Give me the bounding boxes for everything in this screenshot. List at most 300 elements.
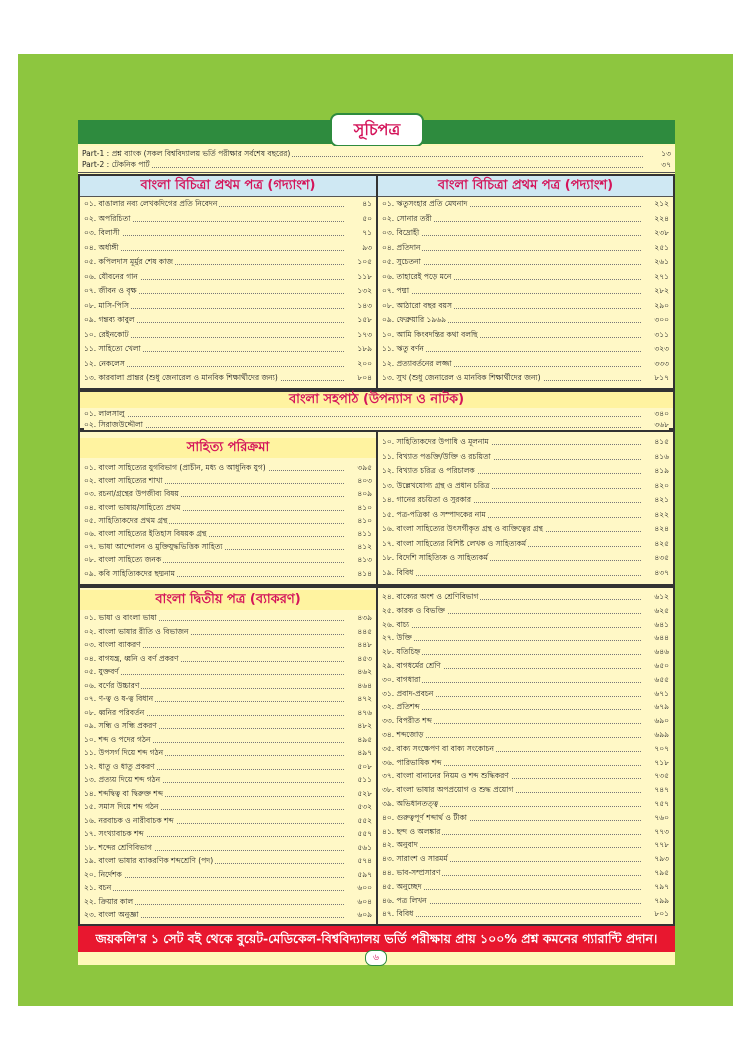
list-item-label: ০১. লালসালু — [84, 409, 125, 418]
list-item-page: ৪১ — [346, 198, 372, 209]
section-header: সাহিত্য পরিক্রমা — [80, 438, 376, 458]
list-item — [382, 619, 669, 630]
list-item-page: ৭৯৫ — [643, 867, 669, 878]
list-item — [382, 770, 669, 781]
list-item — [382, 646, 669, 657]
list-item-label: ১৩. কারবালা প্রান্তর (শুধু জেনারেল ও মানবিক শিক্ষার্থীদের জন্য) — [84, 373, 278, 382]
list-item-label: ১৬. বাংলা সাহিত্যের উৎসর্গীকৃত গ্রন্থ ও ব্যক্তিত্বের গ্রন্থ — [382, 524, 543, 533]
list-item-page: ২৭১ — [643, 271, 669, 282]
list-item-label: ২৭. উক্তি — [382, 633, 412, 643]
list-item-label: ৩৯. অভিধানতত্ত্ব — [382, 799, 439, 808]
list-item — [84, 896, 372, 907]
list-item — [382, 300, 669, 311]
list-item-label: ০৫. সুচেতনা — [382, 257, 421, 266]
list-item — [84, 227, 372, 238]
list-item-page: ৬৯০ — [643, 715, 669, 726]
list-item-label: ০৭. জীবন ও বৃক্ষ — [84, 286, 137, 295]
list-item — [84, 358, 372, 369]
list-item-label: ০৪. বাগযন্ত্র, ধ্বনি ও বর্ণ প্রকরণ — [84, 653, 179, 663]
list-item-page: ৭১ — [346, 227, 372, 238]
list-item — [382, 480, 669, 491]
list-item — [84, 213, 372, 224]
list-item — [382, 784, 669, 795]
list-item — [382, 729, 669, 740]
list-item — [382, 198, 669, 209]
page-number: ৬ — [365, 950, 387, 966]
list-item-label: ১১. সাহিত্যে খেলা — [84, 344, 141, 353]
list-item — [382, 881, 669, 892]
list-item-page: ৬২৫ — [643, 605, 669, 616]
list-item-label: ০৬. বর্ণের উচ্চারণ — [84, 680, 140, 690]
list-item-page: ৮০১ — [643, 908, 669, 919]
list-item — [84, 788, 372, 799]
list-item — [382, 523, 669, 534]
list-item-page: ৪১০ — [346, 502, 372, 513]
list-item-page: ৪৬২ — [346, 666, 372, 677]
list-item-page: ৪১৪ — [346, 568, 372, 579]
list-item — [84, 882, 372, 893]
list-item-label: ০৯. সন্ধি ও সন্ধি প্রকরণ — [84, 721, 157, 730]
list-item-page: ৩২৩ — [643, 343, 669, 354]
list-item-label: ০৫. কপিলদাস মূর্মুর শেষ কাজ — [84, 257, 174, 266]
list-item — [84, 815, 372, 826]
list-item — [84, 198, 372, 209]
list-item-page: ৪৩৭ — [643, 567, 669, 578]
list-item-label: ১৪. গানের রচয়িতা ও সুরকার — [382, 495, 472, 504]
list-item-label: ০৪. অর্ধাঙ্গী — [84, 242, 119, 252]
list-item — [84, 329, 372, 340]
section-right-column — [378, 588, 673, 924]
list-item-label: ০১. ভাষা ও বাংলা ভাষা — [84, 613, 157, 622]
list-item-page: ৪০৩ — [346, 475, 372, 486]
list-item — [84, 626, 372, 637]
list-item-label: ০৩. বিলাসী — [84, 228, 120, 237]
list-item — [84, 372, 372, 383]
list-item-page: ৬৪১ — [643, 619, 669, 630]
list-item-page: ৭১৮ — [643, 757, 669, 768]
list-item-page: ৬৫৫ — [643, 674, 669, 685]
list-item-label: ১৬. নরবাচক ও নারীবাচক শব্দ — [84, 815, 174, 825]
list-item-label: ০৬. বাংলা সাহিত্যের ইতিহাস বিষয়ক গ্রন্থ — [84, 529, 207, 538]
list-item — [382, 895, 669, 906]
list-item-page: ১০৫ — [346, 256, 372, 267]
list-item-label: ১০. রেইনকোট — [84, 329, 129, 339]
list-item-page: ৪৯৭ — [346, 747, 372, 758]
list-item — [382, 826, 669, 837]
list-item-page: ১১৮ — [346, 271, 372, 282]
list-item-label: ১১. ঋতু বর্ণন — [382, 344, 424, 353]
list-item-page: ১৭৩ — [346, 329, 372, 340]
list-item-label: ১২. নেকলেস — [84, 358, 125, 368]
list-item — [382, 329, 669, 340]
list-item-label: ২০. নির্দেশক — [84, 869, 122, 879]
list-item-label: ৩২. প্রতিশব্দ — [382, 702, 420, 712]
list-item — [84, 842, 372, 853]
list-item-label: ০১. ঋতুসংহার প্রতি মেঘনাদ — [382, 199, 468, 208]
list-item — [382, 908, 669, 919]
list-item-page: ৪৫৩ — [346, 653, 372, 664]
list-item-label: ২৩. বাংলা অনুজ্ঞা — [84, 910, 139, 919]
list-item — [84, 720, 372, 731]
list-item-page: ৪৩৯ — [346, 612, 372, 623]
list-item-page: ৬০৯ — [346, 909, 372, 920]
list-item-label: ১৯. বাংলা ভাষার ব্যাকরণিক শব্দশ্রেণি (পদ) — [84, 856, 214, 865]
parts-list — [78, 146, 675, 173]
list-item — [382, 227, 669, 238]
list-item-page: ৫৫২ — [346, 815, 372, 826]
list-item-page: ২৮২ — [643, 285, 669, 296]
list-item-label: ০৮. বাংলা সাহিত্যে জনক — [84, 555, 162, 565]
list-item-page: ৫৭৪ — [346, 855, 372, 866]
list-item-label: ১৩. উল্লেখযোগ্য গ্রন্থ ও প্রধান চরিত্র — [382, 480, 490, 490]
list-item — [382, 839, 669, 850]
list-item — [84, 271, 372, 282]
section-header: বাংলা বিচিত্রা প্রথম পত্র (গদ্যাংশ) — [80, 176, 376, 197]
list-item-page: ৪১২ — [346, 541, 372, 552]
list-item-page: ৫৫৭ — [346, 828, 372, 839]
list-item-page: ৪১৩ — [346, 554, 372, 565]
list-item — [84, 693, 372, 704]
list-item-label: ০২. বাংলা সাহিত্যের শাখা — [84, 476, 163, 486]
list-item-page: ৪৬৪ — [346, 680, 372, 691]
section-byakaran — [78, 586, 675, 926]
list-item-label: ১৩. সুখ (শুধু জেনারেল ও মানবিক শিক্ষার্থীদের জন্য) — [382, 373, 541, 382]
list-item-page: ২১২ — [643, 198, 669, 209]
list-item-page: ৩৯৫ — [346, 462, 372, 473]
list-item — [382, 552, 669, 563]
list-item-page: ৭৫৭ — [643, 798, 669, 809]
list-item-page: ৭৯৯ — [643, 895, 669, 906]
list-item-page: ৪৩৫ — [643, 552, 669, 563]
list-item — [382, 494, 669, 505]
list-item — [84, 515, 372, 526]
list-item-label: ১৮. বিদেশি সাহিত্যিক ও সাহিত্যকর্ম — [382, 553, 488, 562]
list-item — [382, 674, 669, 685]
list-item — [382, 743, 669, 754]
list-item — [382, 436, 669, 447]
list-item-label: ৪২. অনুবাদ — [382, 840, 418, 850]
list-item-page: ২৬১ — [643, 256, 669, 267]
list-item-label: ০৮. আঠারো বছর বয়স — [382, 300, 452, 310]
list-item — [382, 242, 669, 253]
list-item-label: ৩৫. বাক্য সংক্ষেপণ বা বাক্য সংকোচন — [382, 743, 494, 753]
list-item-label: ২৮. যতিচিহ্ন — [382, 647, 421, 657]
list-item-label: ০৮. ধ্বনির পরিবর্তন — [84, 707, 145, 717]
list-item-label: ১৮. শব্দের শ্রেণিবিভাগ — [84, 842, 152, 852]
list-item-page: ১৫৮ — [346, 314, 372, 325]
list-item-page: ৪১০ — [346, 515, 372, 526]
list-item — [382, 509, 669, 520]
list-item-label: ৪৩. সারাংশ ও সারমর্ম — [382, 854, 448, 864]
list-item-page: ৫৯৭ — [346, 869, 372, 880]
section-left-column — [80, 588, 376, 924]
list-item-label: ১৫. সমাস দিয়ে শব্দ গঠন — [84, 802, 159, 811]
list-item-label: ০৪. বাংলা ভাষায়/সাহিত্যে প্রথম — [84, 502, 181, 512]
list-item — [84, 242, 372, 253]
list-item-label: ০২. সিরাজউদ্দৌলা — [84, 420, 143, 429]
list-item-page: ৭৯৭ — [643, 881, 669, 892]
list-item-page: ৪৯৫ — [346, 734, 372, 745]
list-item — [382, 256, 669, 267]
list-item — [84, 314, 372, 325]
list-item-label: ২৬. বাচ্য — [382, 619, 410, 629]
list-item-label: ৪৭. বিবিধ — [382, 909, 414, 919]
list-item-page: ৯৩ — [346, 242, 372, 253]
list-item-label: ১০. সাহিত্যিকদের উপাধি ও মূলনাম — [382, 437, 489, 446]
list-item — [84, 502, 372, 513]
list-item-label: ০৩. বাংলা ব্যাকরণ — [84, 640, 141, 649]
list-item — [84, 554, 372, 565]
list-item-page: ৪০৯ — [346, 488, 372, 499]
section-bichitra-1 — [78, 174, 675, 390]
list-item-page: ৬৪৬ — [643, 646, 669, 657]
list-item-label: ১৭. সংখ্যাবাচক শব্দ — [84, 829, 144, 838]
list-item — [84, 855, 372, 866]
list-item — [84, 869, 372, 880]
list-item-label: ০১. বাংলা সাহিত্যের যুগবিভাগ (প্রাচীন, মধ্য ও আধুনিক যুগ) — [84, 463, 266, 472]
list-item-label: ২৫. কারক ও বিভক্তি — [382, 605, 445, 615]
list-item-label: ০৪. প্রতিদান — [382, 242, 421, 252]
list-item — [382, 343, 669, 354]
section-bichitra-padya — [378, 176, 673, 388]
list-item-page: ৩৩৩ — [643, 358, 669, 369]
section-header: বাংলা দ্বিতীয় পত্র (ব্যাকরণ) — [80, 590, 376, 610]
list-item-page: ৭৩৫ — [643, 770, 669, 781]
list-item-page: ৪২০ — [643, 480, 669, 491]
list-item-label: ০২. সোনার তরী — [382, 213, 432, 223]
list-item-label: ৪১. ছন্দ ও অলঙ্কার — [382, 826, 441, 836]
list-item-page: ৪৭৬ — [346, 707, 372, 718]
list-item-label: ৪৬. পত্র লিখন — [382, 895, 427, 905]
list-item-page: ৮১৭ — [643, 372, 669, 383]
list-item-page: ৪৮২ — [346, 720, 372, 731]
list-item-page: ৬৭৯ — [643, 701, 669, 712]
list-item — [382, 867, 669, 878]
list-item — [382, 213, 669, 224]
list-item-page: ৫০৮ — [346, 761, 372, 772]
list-item-label: ৪০. গুরুত্বপূর্ণ শব্দার্থ ও টীকা — [382, 812, 467, 822]
list-item — [84, 475, 372, 486]
list-item — [84, 612, 372, 623]
list-item — [84, 761, 372, 772]
list-item-label: ১৪. শব্দদ্বিত্ব বা দ্বিরুক্ত শব্দ — [84, 788, 163, 798]
section-header: বাংলা সহপাঠ (উপন্যাস ও নাটক) — [80, 392, 673, 408]
list-item-page: ৬৪৪ — [643, 632, 669, 643]
list-item-label: ০২. বাংলা ভাষার রীতি ও বিভাজন — [84, 626, 189, 636]
list-item — [382, 660, 669, 671]
list-item-label: ১৩. প্রত্যয় দিয়ে শব্দ গঠন — [84, 775, 161, 784]
list-item-label: ৩৭. বাংলা বানানের নিয়ম ও শব্দ শুদ্ধিকরণ — [382, 771, 509, 781]
list-item-page: ৪২২ — [643, 509, 669, 520]
list-item-page: ৪২৪ — [643, 523, 669, 534]
list-item — [382, 465, 669, 476]
list-item-label: ০৯. গন্তব্য কাবুল — [84, 315, 135, 324]
list-item — [84, 541, 372, 552]
list-item — [84, 680, 372, 691]
list-item — [84, 707, 372, 718]
list-item — [84, 666, 372, 677]
list-item-page: ৪১৬ — [643, 451, 669, 462]
list-item — [84, 639, 372, 650]
list-item — [84, 747, 372, 758]
list-item-page: ২২৪ — [643, 213, 669, 224]
list-item-page: ৪২১ — [643, 494, 669, 505]
list-item-page: ৬৯৯ — [643, 729, 669, 740]
list-item-page: ১৩২ — [346, 285, 372, 296]
list-item-page: ৩১১ — [643, 329, 669, 340]
list-item-label: ০৬. তাহারেই পড়ে মনে — [382, 271, 452, 281]
section-bichitra-gadya — [80, 176, 376, 388]
list-item — [84, 734, 372, 745]
list-item-label: ৩১. প্রবাদ-প্রবচন — [382, 688, 434, 698]
list-item-page: ৩৪০ — [643, 408, 669, 419]
list-item — [382, 798, 669, 809]
list-item-page: ৬০৪ — [346, 896, 372, 907]
list-item-label: ০১. বাঙালার নব্য লেখকদিগের প্রতি নিবেদন — [84, 199, 218, 208]
list-item-label: ১১. উপসর্গ দিয়ে শব্দ গঠন — [84, 748, 164, 757]
list-item — [382, 591, 669, 602]
list-item: Part-1 : প্রশ্ন ব্যাংক (সকল বিশ্ববিদ্যালয় ভর্তি পরীক্ষার সর্বশেষ বছরের) ১৩ — [82, 149, 671, 158]
list-item-page: ৩০০ — [643, 314, 669, 325]
list-item-label: ১৯. বিবিধ — [382, 567, 414, 577]
list-item-label: ০৫. সাহিত্যিকদের প্রথম গ্রন্থ — [84, 515, 168, 525]
list-item-label: ১১. বিখ্যাত পঙক্তি/উক্তি ও রচয়িতা — [382, 451, 491, 461]
list-item-label: ২২. ক্রিয়ার কাল — [84, 896, 134, 906]
list-item-label: ৪৫. অনুচ্ছেদ — [382, 881, 422, 891]
list-item-page: ৭৭৮ — [643, 839, 669, 850]
list-item-page: ১৮৯ — [346, 343, 372, 354]
list-item — [84, 343, 372, 354]
list-item-label: ০৭. ভাষা আন্দোলন ও মুক্তিযুদ্ধভিত্তিক সাহিত্য — [84, 542, 223, 552]
list-item-label: ১২. বিখ্যাত চরিত্র ও পরিচালক — [382, 466, 475, 475]
list-item-label: ৩৬. পারিভাষিক শব্দ — [382, 757, 442, 767]
list-item-page: ৪১৫ — [643, 436, 669, 447]
list-item-page: ২০০ — [346, 358, 372, 369]
list-item — [84, 488, 372, 499]
list-item-label: ০৯. ফেব্রুয়ারি ১৯৬৯ — [382, 315, 446, 324]
list-item — [382, 757, 669, 768]
list-item-page: ৬৭১ — [643, 688, 669, 699]
list-item-page: ৪১১ — [346, 528, 372, 539]
list-item-page: ৪৪৫ — [346, 626, 372, 637]
list-item-page: ৩৬৮ — [643, 419, 669, 430]
list-item — [382, 605, 669, 616]
list-item — [382, 451, 669, 462]
list-item — [84, 528, 372, 539]
list-item — [84, 909, 372, 920]
list-item-label: ০৩. রচনা/গ্রন্থের উপজীব্য বিষয় — [84, 489, 179, 499]
list-item — [84, 774, 372, 785]
list-item-label: ০৯. কবি সাহিত্যিকদের ছদ্মনাম — [84, 568, 175, 578]
list-item — [382, 358, 669, 369]
list-item — [382, 701, 669, 712]
list-item-page: ৭৬০ — [643, 812, 669, 823]
list-item-page: ৪১৯ — [643, 465, 669, 476]
list-item-label: ০৭. ণ-ত্ব ও ষ-ত্ব বিধান — [84, 694, 154, 703]
section-left-column — [80, 432, 376, 584]
list-item-label: ০৩. বিদ্রোহী — [382, 228, 420, 237]
section-sahitya-parikrama — [78, 430, 675, 586]
list-item-label: ৩৪. শব্দজোড় — [382, 730, 424, 739]
list-item-label: ১২. ধাতু ও ধাতু প্রকরণ — [84, 761, 155, 771]
list-item-page: ৬৫০ — [643, 660, 669, 671]
list-item-page: ৪২৫ — [643, 538, 669, 549]
list-item — [84, 828, 372, 839]
list-item — [84, 256, 372, 267]
list-item-label: ০৮. মাসি-পিসি — [84, 300, 129, 310]
list-item-label: ০৭. পদ্মা — [382, 286, 410, 295]
list-item — [382, 812, 669, 823]
list-item-page: ৫৩২ — [346, 801, 372, 812]
list-item — [84, 285, 372, 296]
list-item-label: ৪৪. ভাব-সম্প্রসারণ — [382, 868, 441, 877]
list-item-page: ৪৭২ — [346, 693, 372, 704]
list-item-label: ১০. শব্দ ও পদের গঠন — [84, 734, 151, 744]
list-item-page: ৬১২ — [643, 591, 669, 602]
list-item — [84, 801, 372, 812]
list-item-page: ৭০৭ — [643, 743, 669, 754]
list-item — [382, 285, 669, 296]
list-item-page: ৭৯৩ — [643, 853, 669, 864]
list-item-page: ২৫১ — [643, 242, 669, 253]
list-item — [382, 715, 669, 726]
list-item-label: ২১. বচন — [84, 883, 112, 892]
list-item — [84, 408, 669, 419]
list-item-label: ২৯. বাগধর্মের শ্রেণি — [382, 661, 441, 670]
list-item — [382, 314, 669, 325]
list-item — [382, 372, 669, 383]
list-item-label: ১০. আমি কিংবদন্তির কথা বলছি — [382, 329, 478, 339]
section-right-column — [378, 432, 673, 584]
list-item — [382, 688, 669, 699]
list-item-page: ৮০৪ — [346, 372, 372, 383]
list-item-label: ৩৮. বাংলা ভাষার অপপ্রয়োগ ও শুদ্ধ প্রয়োগ — [382, 785, 514, 795]
list-item-label: ১৭. বাংলা সাহিত্যের বিশিষ্ট লেখক ও সাহিত্যকর্ম — [382, 538, 527, 548]
list-item — [382, 567, 669, 578]
list-item-label: ০৫. যুক্তবর্ণ — [84, 667, 119, 676]
list-item — [382, 632, 669, 643]
list-item-label: ১৫. পত্র-পত্রিকা ও সম্পাদকের নাম — [382, 509, 486, 519]
list-item-page: ৫১১ — [346, 774, 372, 785]
footer-banner: জয়কলি'র ১ সেট বই থেকে বুয়েট-মেডিকেল-বিশ্ববিদ্যালয় ভর্তি পরীক্ষায় প্রায় ১০০% প্রশ্ন কমনের গ্যারান্টি প্রদান। — [78, 926, 675, 952]
list-item-page: ৭৪৭ — [643, 784, 669, 795]
list-item-page: ৬০০ — [346, 882, 372, 893]
page-title: সূচিপত্র — [330, 113, 424, 147]
list-item-label: ২৪. বাক্যের অংশ ও শ্রেণিবিভাগ — [382, 592, 479, 601]
list-item-page: ৭৭৩ — [643, 826, 669, 837]
list-item-page: ৪৪৮ — [346, 639, 372, 650]
list-item — [84, 300, 372, 311]
list-item — [84, 568, 372, 579]
section-header: বাংলা বিচিত্রা প্রথম পত্র (পদ্যাংশ) — [378, 176, 673, 197]
list-item-page: ১৪৩ — [346, 300, 372, 311]
list-item — [382, 271, 669, 282]
list-item-page: ৫২৮ — [346, 788, 372, 799]
list-item: Part-2 : টেকনিক পার্ট ৩৭ — [82, 160, 671, 169]
list-item-label: ৩৩. বিপরীত শব্দ — [382, 716, 432, 726]
list-item-label: ০৬. যৌবনের গান — [84, 271, 138, 281]
list-item — [382, 538, 669, 549]
list-item-page: ২৩৮ — [643, 227, 669, 238]
list-item-page: ২৯০ — [643, 300, 669, 311]
list-item-label: ০২. অপরিচিতা — [84, 213, 131, 223]
list-item — [84, 462, 372, 473]
list-item-page: ৫৬১ — [346, 842, 372, 853]
list-item-page: ৫০ — [346, 213, 372, 224]
list-item — [84, 419, 669, 430]
list-item — [84, 653, 372, 664]
section-sahapath — [78, 390, 675, 430]
